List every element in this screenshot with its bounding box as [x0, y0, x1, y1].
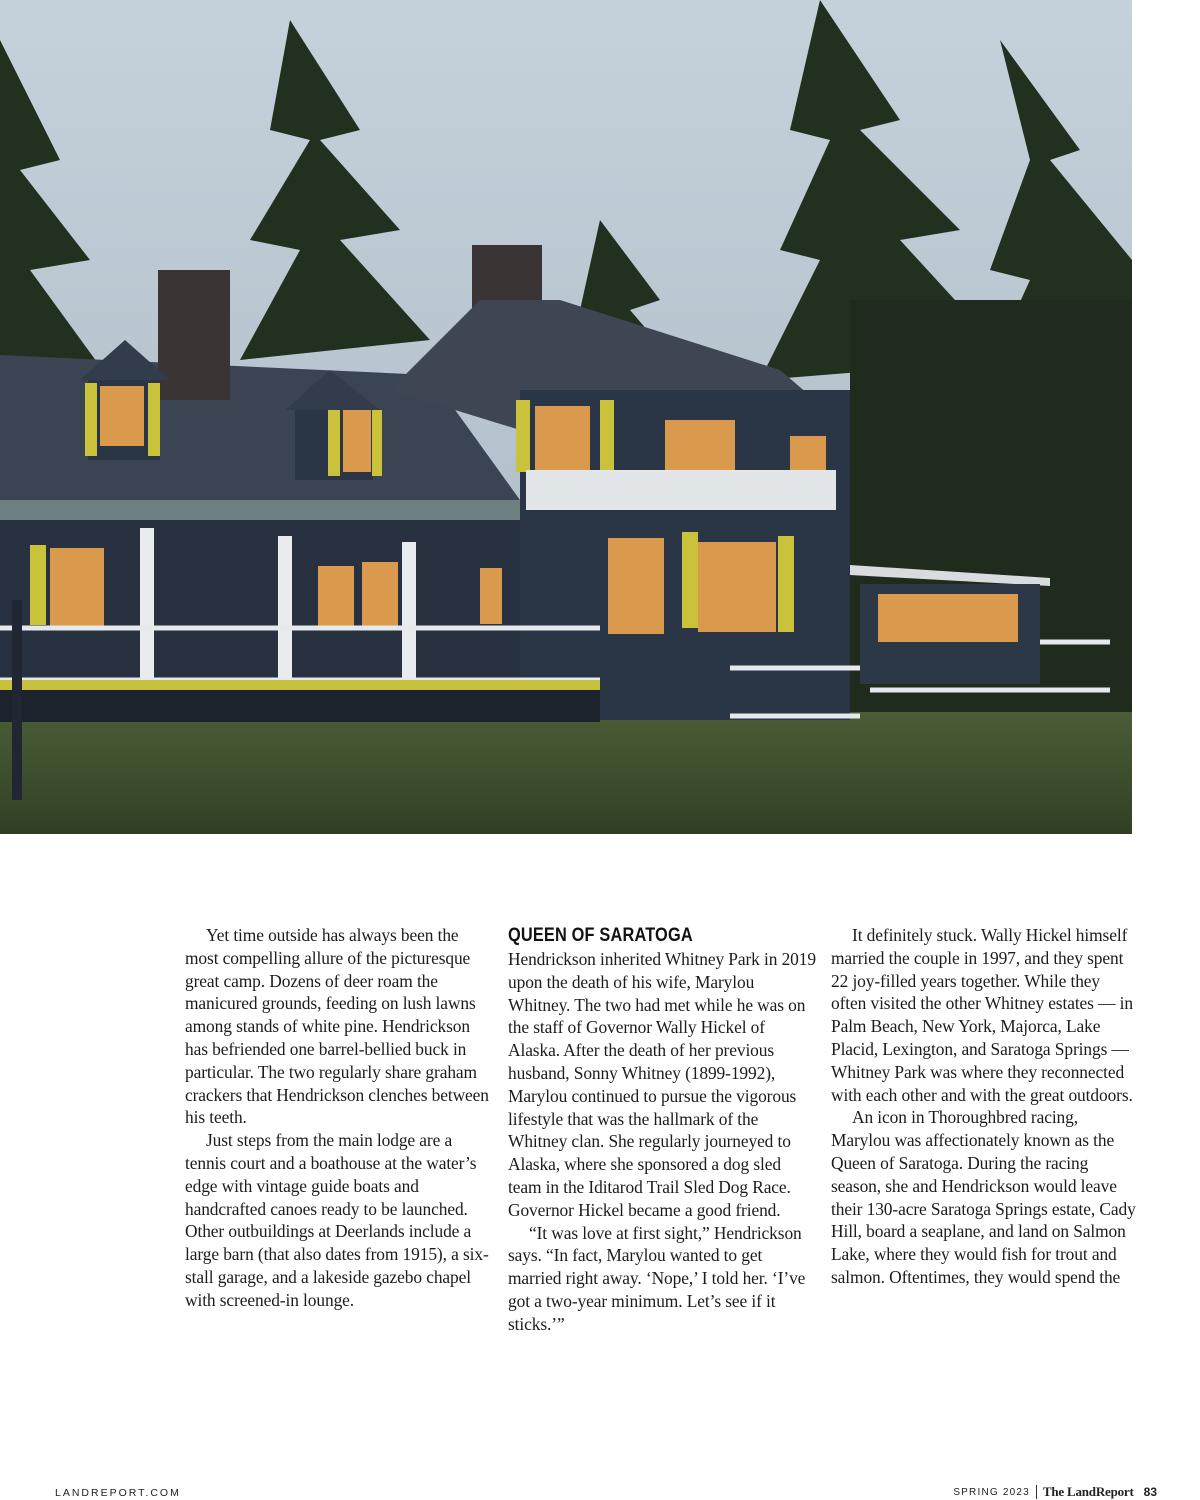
- section-heading: QUEEN OF SARATOGA: [508, 925, 693, 946]
- footer-divider: [1036, 1485, 1037, 1499]
- paragraph: Just steps from the main lodge are a tennis court and a boathouse at the water’s edge with vintage guide boats and handcrafted canoes ready to be launched. Other outbuildings at Deerlands include a large barn (that also dates from 1915), a six-stall garage, and a lakeside gazebo chapel with screened-in lounge.: [185, 1130, 489, 1310]
- article-column-2: [508, 924, 818, 1336]
- paragraph: “It was love at first sight,” Hendrickson says. “In fact, Marylou wanted to get married right away. ‘Nope,’ I told her. ‘I’ve got a two-year minimum. Let’s see if it sticks.’”: [508, 1222, 806, 1334]
- footer-website: LANDREPORT.COM: [55, 1487, 181, 1499]
- footer-folio: [953, 1484, 1157, 1500]
- paragraph: Yet time outside has always been the most compelling allure of the picturesque great camp. Dozens of deer roam the manicured grounds, feeding on lush lawns among stands of white pine. Hendrickson has befriended one barrel-bellied buck in particular. The two regularly share graham crackers that Hendrickson clenches between his teeth.: [185, 925, 489, 1128]
- paragraph: An icon in Thoroughbred racing, Marylou was affectionately known as the Queen of Saratoga. During the racing season, she and Hendrickson would leave their 130-acre Saratoga Springs estate, Cady Hill, board a seaplane, and land on Salmon Lake, where they would fish for trout and salmon. Oftentimes, they would spend the: [831, 1107, 1136, 1287]
- article-column-3: [831, 924, 1139, 1289]
- paragraph: Hendrickson inherited Whitney Park in 2019 upon the death of his wife, Marylou Whitney. The two had met while he was on the staff of Governor Wally Hickel of Alaska. After the death of her previous husband, Sonny Whitney (1899-1992), Marylou continued to pursue the vigorous lifestyle that was the hallmark of the Whitney clan. She regularly journeyed to Alaska, where she sponsored a dog sled team in the Iditarod Trail Sled Dog Race. Governor Hickel became a good friend.: [508, 949, 816, 1220]
- paragraph: It definitely stuck. Wally Hickel himself married the couple in 1997, and they spent 22 joy-filled years together. While they often visited the other Whitney estates — in Palm Beach, New York, Majorca, Lake Placid, Lexington, and Saratoga Springs — Whitney Park was where they reconnected with each other and with the great outdoors.: [831, 925, 1133, 1105]
- footer-brand: The LandReport: [1042, 1484, 1134, 1499]
- footer-season: SPRING 2023: [953, 1486, 1030, 1498]
- page-number: 83: [1143, 1485, 1157, 1499]
- article-column-1: [185, 924, 495, 1312]
